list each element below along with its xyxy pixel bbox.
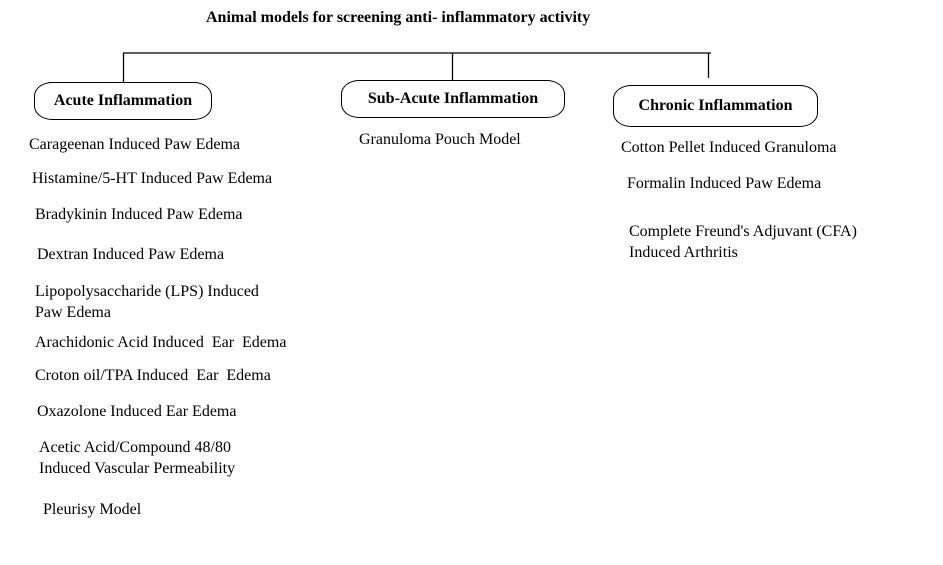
- list-item: Complete Freund's Adjuvant (CFA) Induced Arthritis: [629, 223, 857, 261]
- list-item: Croton oil/TPA Induced Ear Edema: [35, 367, 271, 384]
- diagram-title: Animal models for screening anti- inflammatory activity: [206, 9, 591, 26]
- list-item: Bradykinin Induced Paw Edema: [35, 206, 243, 223]
- list-item: Lipopolysaccharide (LPS) Induced Paw Edema: [35, 283, 259, 321]
- category-label: Sub-Acute Inflammation: [367, 90, 539, 107]
- list-item: Carageenan Induced Paw Edema: [29, 136, 241, 153]
- list-item: Granuloma Pouch Model: [359, 131, 521, 148]
- category-sub-acute-inflammation: [341, 80, 565, 118]
- category-chronic-inflammation: [613, 85, 818, 127]
- list-item: Oxazolone Induced Ear Edema: [37, 403, 237, 420]
- list-item: Arachidonic Acid Induced Ear Edema: [35, 334, 287, 351]
- category-label: Acute Inflammation: [53, 92, 193, 109]
- list-item: Acetic Acid/Compound 48/80 Induced Vascular Permeability: [39, 439, 236, 477]
- list-item: Dextran Induced Paw Edema: [37, 246, 225, 263]
- category-acute-inflammation: [34, 82, 212, 120]
- category-label: Chronic Inflammation: [638, 97, 793, 114]
- list-item: Histamine/5-HT Induced Paw Edema: [32, 170, 273, 187]
- list-item: Cotton Pellet Induced Granuloma: [621, 139, 837, 156]
- list-item: Formalin Induced Paw Edema: [627, 175, 822, 192]
- list-item: Pleurisy Model: [43, 501, 142, 518]
